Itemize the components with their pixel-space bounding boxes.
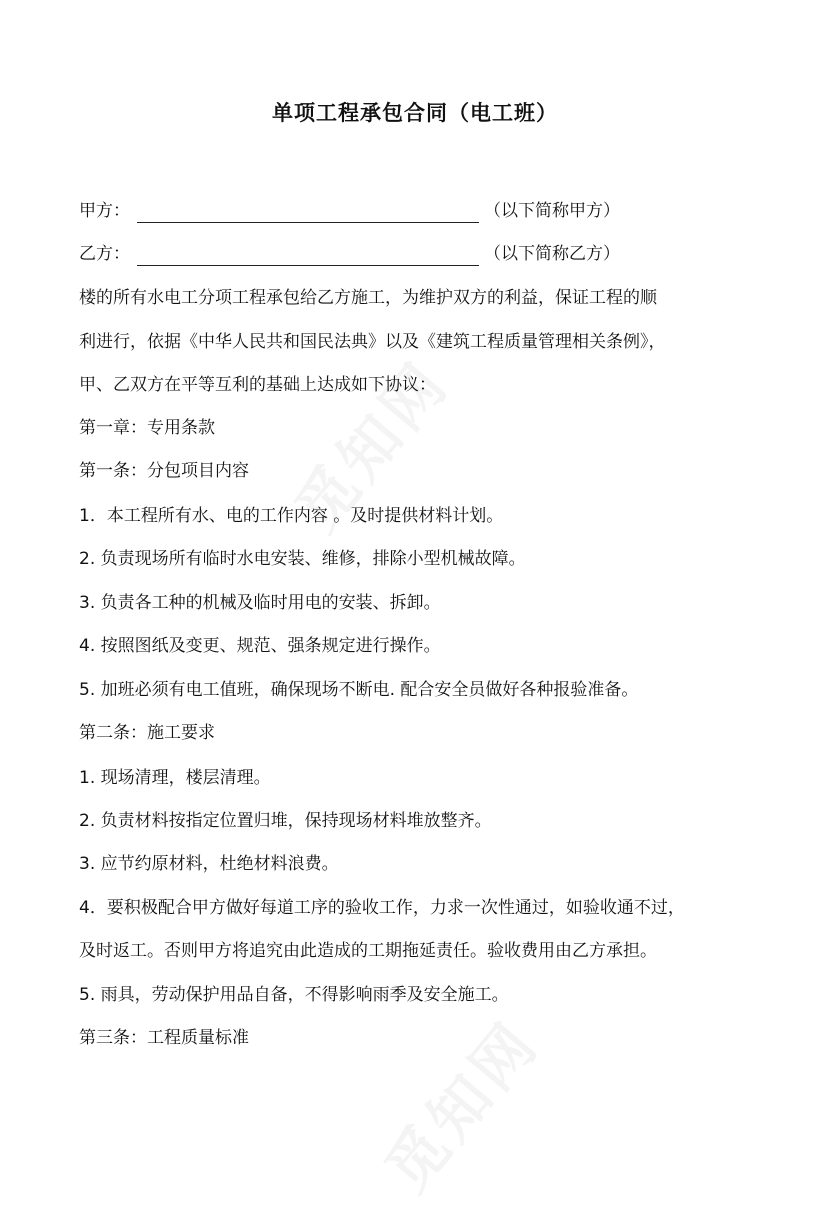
list-item: 2. 负责现场所有临时水电安装、维修，排除小型机械故障。 — [79, 549, 526, 569]
watermark-bottom — [362, 1000, 555, 1206]
article-heading: 第三条：工程质量标准 — [79, 1028, 249, 1048]
intro-line: 甲、乙双方在平等互利的基础上达成如下协议： — [79, 375, 436, 395]
list-item: 4. 按照图纸及变更、规范、强条规定进行操作。 — [79, 636, 441, 656]
party-b-label: 乙方： — [79, 244, 130, 264]
list-item: 及时返工。否则甲方将追究由此造成的工期拖延责任。验收费用由乙方承担。 — [79, 941, 657, 961]
article-heading: 第一条：分包项目内容 — [79, 461, 249, 481]
party-a-note: （以下简称甲方） — [484, 201, 620, 221]
intro-line: 利进行，依据《中华人民共和国民法典》以及《建筑工程质量管理相关条例》， — [79, 332, 666, 352]
party-b-note: （以下简称乙方） — [484, 244, 620, 264]
party-a-label: 甲方： — [79, 201, 130, 221]
intro-line: 楼的所有水电工分项工程承包给乙方施工，为维护双方的利益，保证工程的顺 — [79, 288, 657, 308]
list-item: 3. 应节约原材料，杜绝材料浪费。 — [79, 854, 339, 874]
list-item: 1．本工程所有水、电的工作内容 。及时提供材料计划。 — [79, 506, 504, 526]
list-item: 2. 负责材料按指定位置归堆，保持现场材料堆放整齐。 — [79, 811, 492, 831]
list-item: 5. 加班必须有电工值班，确保现场不断电. 配合安全员做好各种报验准备。 — [79, 680, 639, 700]
chapter-heading: 第一章：专用条款 — [79, 418, 215, 438]
article-heading: 第二条：施工要求 — [79, 723, 215, 743]
document-title: 单项工程承包合同（电工班） — [272, 101, 558, 125]
list-item: 4．要积极配合甲方做好每道工序的验收工作，力求一次性通过，如验收通不过， — [79, 898, 685, 918]
party-b-blank[interactable] — [137, 265, 479, 266]
list-item: 1. 现场清理，楼层清理。 — [79, 768, 271, 788]
list-item: 3. 负责各工种的机械及临时用电的安装、拆卸。 — [79, 593, 441, 613]
party-a-blank[interactable] — [137, 222, 479, 223]
list-item: 5. 雨具，劳动保护用品自备，不得影响雨季及安全施工。 — [79, 985, 509, 1005]
